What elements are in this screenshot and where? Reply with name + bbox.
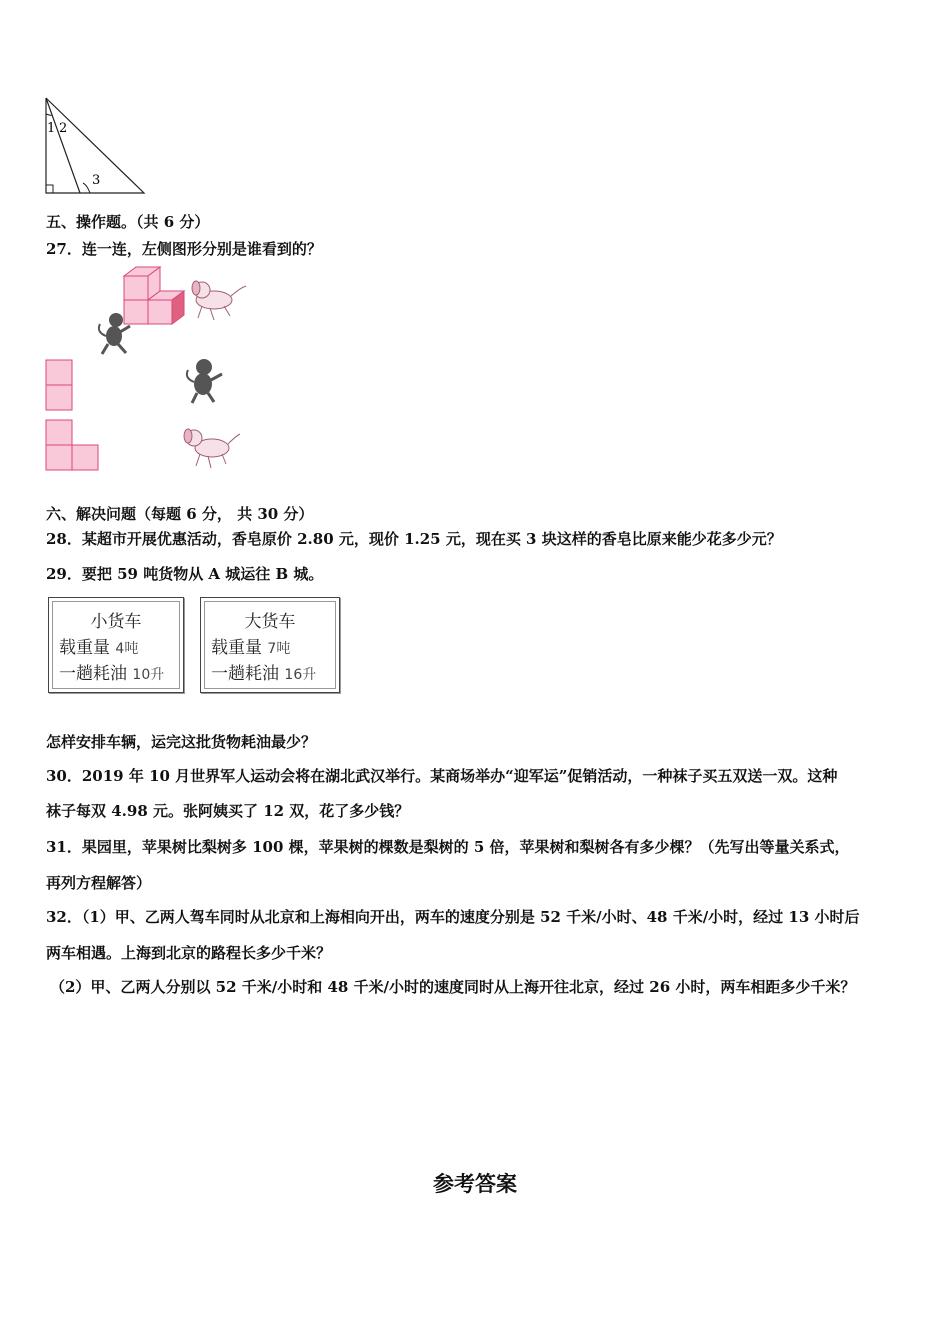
dog-icon-option: [180, 424, 242, 472]
angle-3-label: 3: [92, 173, 101, 188]
small-truck-fuel-label: 一趟耗油: [59, 664, 127, 684]
large-truck-card: [200, 597, 340, 693]
large-truck-fuel-label: 一趟耗油: [211, 664, 279, 684]
question-29: 29．要把 59 吨货物从 A 城运往 B 城。: [46, 565, 324, 583]
large-truck-load-value: 7吨: [267, 641, 291, 657]
question-28: 28．某超市开展优惠活动，香皂原价 2.80 元，现价 1.25 元，现在买 3 块这样的香皂比原来能少花多少元？: [46, 530, 782, 548]
question-32-line2: 两车相遇。上海到北京的路程长多少千米？: [46, 944, 332, 962]
small-truck-fuel-value: 10升: [132, 667, 165, 683]
angle-2-label: 2: [59, 121, 68, 136]
small-truck-load-value: 4吨: [115, 641, 139, 657]
triangle-figure: [38, 94, 150, 198]
shape-vertical-two: [44, 358, 76, 414]
question-32-line3: （2）甲、乙两人分别以 52 千米/小时和 48 千米/小时的速度同时从上海开往北京，经过 26 小时，两车相距多少千米？: [50, 978, 856, 996]
angle-1-label: 1: [47, 121, 56, 136]
question-29-ask: 怎样安排车辆，运完这批货物耗油最少？: [46, 733, 317, 751]
answer-heading: 参考答案: [433, 1172, 517, 1196]
cube-scene: [90, 262, 255, 357]
shape-l-three: [44, 418, 102, 474]
question-30-line2: 袜子每双 4.98 元。张阿姨买了 12 双，花了多少钱？: [46, 802, 410, 820]
small-truck-title: 小货车: [90, 612, 142, 632]
section6-heading: 六、解决问题（每题 6 分， 共 30 分）: [46, 505, 314, 523]
dog-icon: [192, 281, 246, 320]
large-truck-fuel-value: 16升: [284, 667, 317, 683]
question-31-line1: 31．果园里，苹果树比梨树多 100 棵，苹果树的棵数是梨树的 5 倍，苹果树和梨树各有多少棵？（先写出等量关系式，: [46, 838, 850, 856]
small-truck-load-label: 载重量: [59, 638, 110, 658]
small-truck-card: [48, 597, 184, 693]
question-27: 27．连一连，左侧图形分别是谁看到的？: [46, 240, 322, 258]
question-30-line1: 30．2019 年 10 月世界军人运动会将在湖北武汉举行。某商场举办“迎军运”促销活动，一种袜子买五双送一双。这种: [46, 767, 838, 785]
question-31-line2: 再列方程解答）: [46, 874, 152, 892]
large-truck-title: 大货车: [244, 612, 296, 632]
section5-heading: 五、操作题。（共 6 分）: [46, 213, 210, 231]
monkey-icon-option: [180, 356, 230, 406]
cube-stack: [124, 267, 184, 324]
question-32-line1: 32．（1）甲、乙两人驾车同时从北京和上海相向开出，两车的速度分别是 52 千米/小时、48 千米/小时，经过 13 小时后: [46, 908, 860, 926]
large-truck-load-label: 载重量: [211, 638, 262, 658]
